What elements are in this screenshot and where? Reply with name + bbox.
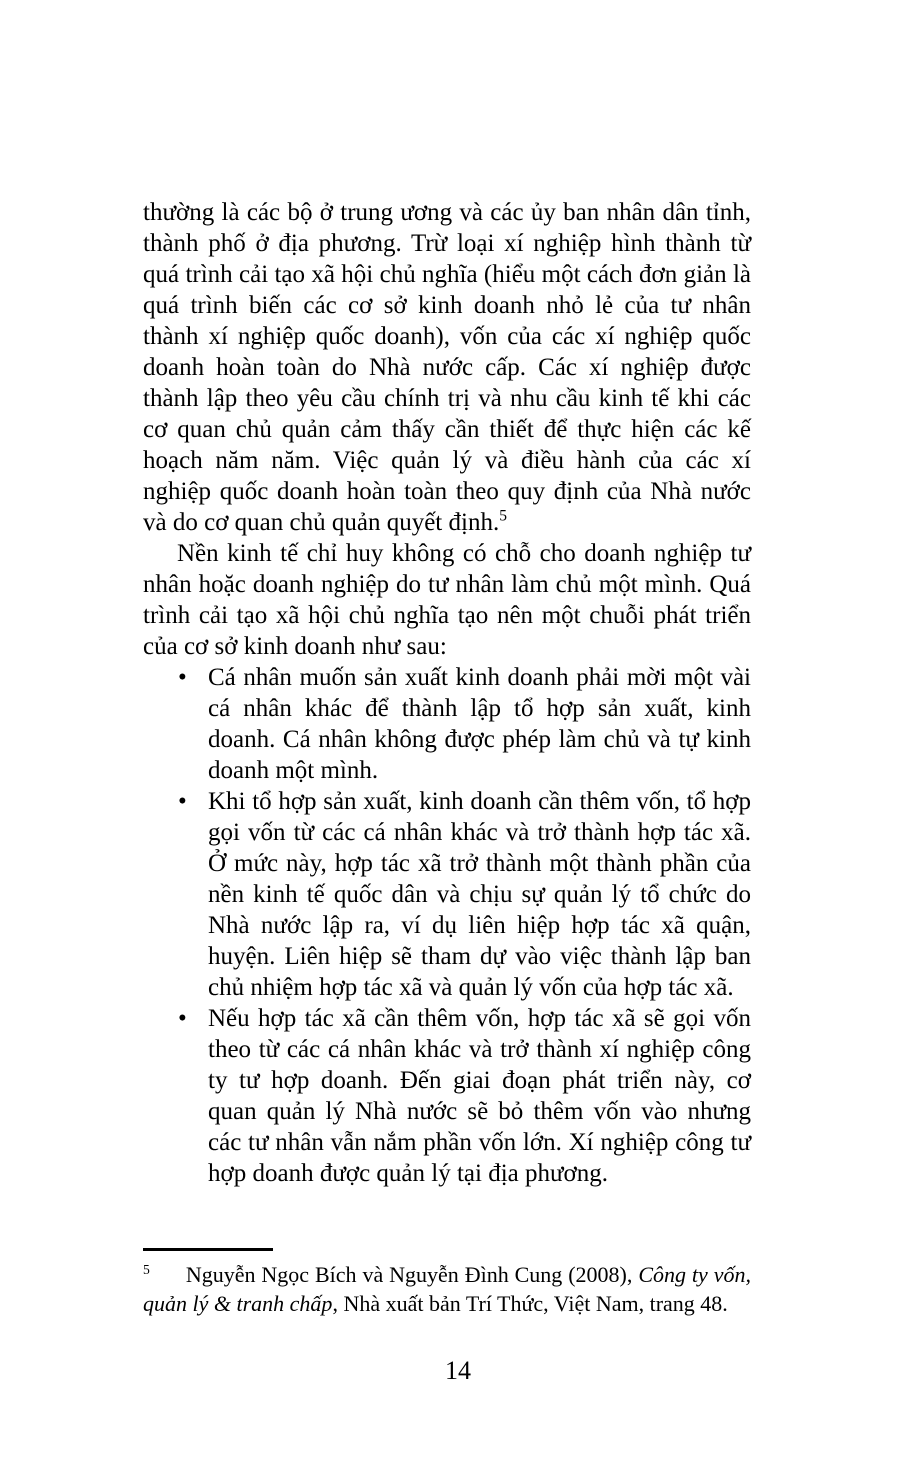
footnote-separator — [143, 1248, 273, 1251]
list-item — [143, 1003, 751, 1189]
footnote-marker: 5 — [143, 1261, 150, 1277]
footnote-citation-end: , Nhà xuất bản Trí Thức, Việt Nam, trang 48. — [332, 1291, 728, 1316]
footnote-citation-start: Nguyễn Ngọc Bích và Nguyễn Đình Cung (2008), — [185, 1262, 639, 1287]
list-item — [143, 662, 751, 786]
paragraph-continuation — [143, 197, 751, 538]
bullet-icon: • — [178, 664, 187, 691]
list-item — [143, 786, 751, 1003]
page-number: 14 — [445, 1356, 471, 1385]
bullet-icon: • — [178, 1005, 187, 1032]
footnote-text — [143, 1260, 751, 1318]
list-item-text: Cá nhân muốn sản xuất kinh doanh phải mời một vài cá nhân khác để thành lập tổ hợp sản xuất, kinh doanh. Cá nhân không được phép làm chủ và tự kinh doanh một mình. — [208, 664, 751, 784]
body-text — [143, 197, 751, 1189]
bullet-icon: • — [178, 788, 187, 815]
footnote-book-title: Công ty vốn, quản lý & tranh chấp — [143, 1262, 751, 1316]
bullet-list — [143, 662, 751, 1189]
list-item-text: Khi tổ hợp sản xuất, kinh doanh cần thêm vốn, tổ hợp gọi vốn từ các cá nhân khác và trở thành hợp tác xã. Ở mức này, hợp tác xã trở thành một thành phần của nền kinh tế quốc dân và chịu sự quản lý tổ chức do Nhà nước lập ra, ví dụ liên hiệp hợp tác xã quận, huyện. Liên hiệp sẽ tham dự vào việc thành lập ban chủ nhiệm hợp tác xã và quản lý vốn của hợp tác xã. — [208, 788, 751, 1001]
paragraph-continuation-text: thường là các bộ ở trung ương và các ủy ban nhân dân tỉnh, thành phố ở địa phương. Trừ loại xí nghiệp hình thành từ quá trình cải tạo xã hội chủ nghĩa (hiểu một cách đơn giản là quá trình biến các cơ sở kinh doanh nhỏ lẻ của tư nhân thành xí nghiệp quốc doanh), vốn của các xí nghiệp quốc doanh hoàn toàn do Nhà nước cấp. Các xí nghiệp được thành lập theo yêu cầu chính trị và nhu cầu kinh tế khi các cơ quan chủ quản cảm thấy cần thiết để thực hiện các kế hoạch năm năm. Việc quản lý và điều hành của các xí nghiệp quốc doanh hoàn toàn theo quy định của Nhà nước và do cơ quan chủ quản quyết định. — [143, 199, 751, 536]
footnote — [143, 1248, 751, 1318]
list-item-text: Nếu hợp tác xã cần thêm vốn, hợp tác xã sẽ gọi vốn theo từ các cá nhân khác và trở thành xí nghiệp công ty tư hợp doanh. Đến giai đoạn phát triển này, cơ quan quản lý Nhà nước sẽ bỏ thêm vốn vào nhưng các tư nhân vẫn nắm phần vốn lớn. Xí nghiệp công tư hợp doanh được quản lý tại địa phương. — [208, 1005, 751, 1187]
footnote-reference: 5 — [499, 507, 507, 525]
paragraph: Nền kinh tế chỉ huy không có chỗ cho doanh nghiệp tư nhân hoặc doanh nghiệp do tư nhân làm chủ một mình. Quá trình cải tạo xã hội chủ nghĩa tạo nên một chuỗi phát triển của cơ sở kinh doanh như sau: — [143, 540, 751, 660]
